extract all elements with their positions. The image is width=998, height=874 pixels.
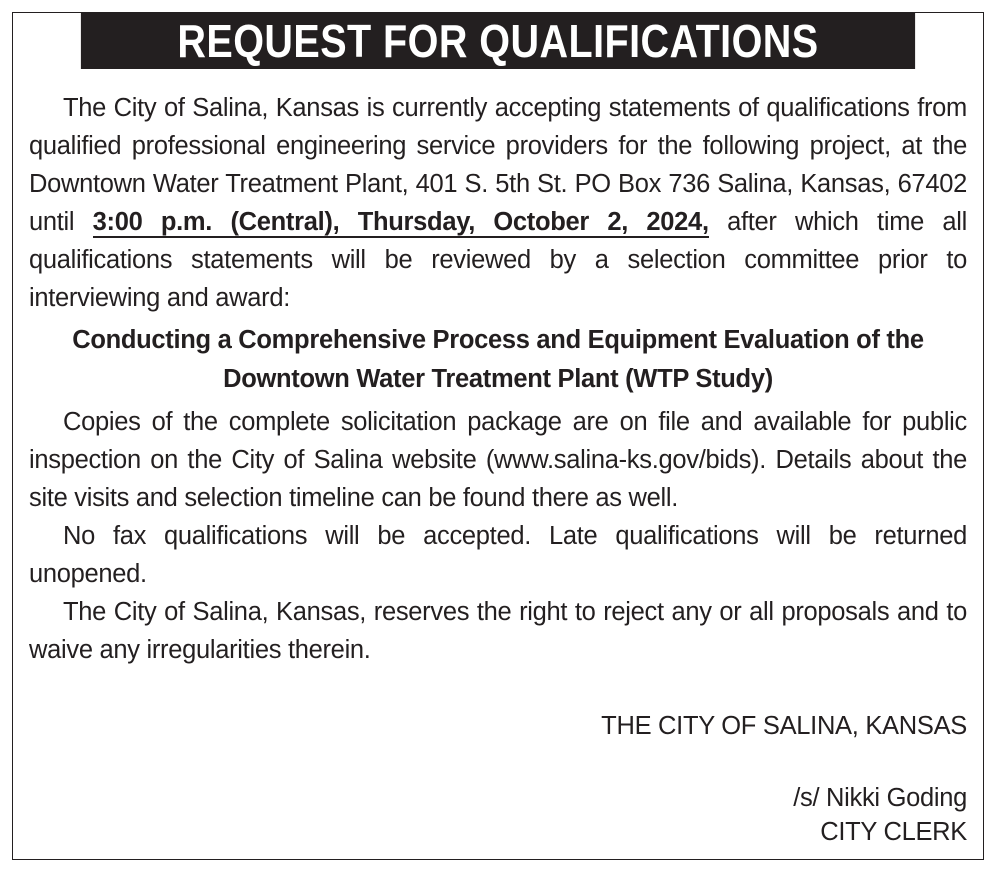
notice-body bbox=[29, 89, 967, 669]
signature-spacer bbox=[601, 743, 967, 781]
fax-paragraph: No fax qualifications will be accepted. Late qualifications will be returned unopened. bbox=[29, 522, 967, 588]
intro-text-before: The City of Salina, Kansas is currently accepting statements of qualifications from qualified professional engineering service providers for the following project, at the Downtown Water Treatment Plant, 401 S. 5th St. PO Box 736 Salina, Kansas, 67402 until bbox=[29, 94, 967, 236]
issuer-name: THE CITY OF SALINA, KANSAS bbox=[601, 712, 967, 740]
intro-text-after: after which time all qualifications statements will be reviewed by a selection committee prior to interviewing and award: bbox=[29, 208, 967, 312]
legal-notice bbox=[12, 12, 984, 860]
signer-name: /s/ Nikki Goding bbox=[793, 784, 967, 812]
signature-block bbox=[601, 709, 967, 849]
notice-title: REQUEST FOR QUALIFICATIONS bbox=[81, 13, 915, 69]
reserve-rights-paragraph: The City of Salina, Kansas, reserves the right to reject any or all proposals and to waive any irregularities therein. bbox=[29, 598, 967, 664]
project-title bbox=[29, 321, 967, 399]
project-title-line-1: Conducting a Comprehensive Process and Equipment Evaluation of the bbox=[72, 326, 924, 354]
signer-title: CITY CLERK bbox=[820, 818, 967, 846]
submission-deadline: 3:00 p.m. (Central), Thursday, October 2, 2024, bbox=[92, 208, 709, 236]
copies-paragraph: Copies of the complete solicitation package are on file and available for public inspection on the City of Salina website (www.salina-ks.gov/bids). Details about the site visits and selection timeline can be found there as well. bbox=[29, 408, 967, 512]
intro-paragraph bbox=[29, 89, 967, 317]
project-title-line-2: Downtown Water Treatment Plant (WTP Study) bbox=[223, 365, 773, 393]
